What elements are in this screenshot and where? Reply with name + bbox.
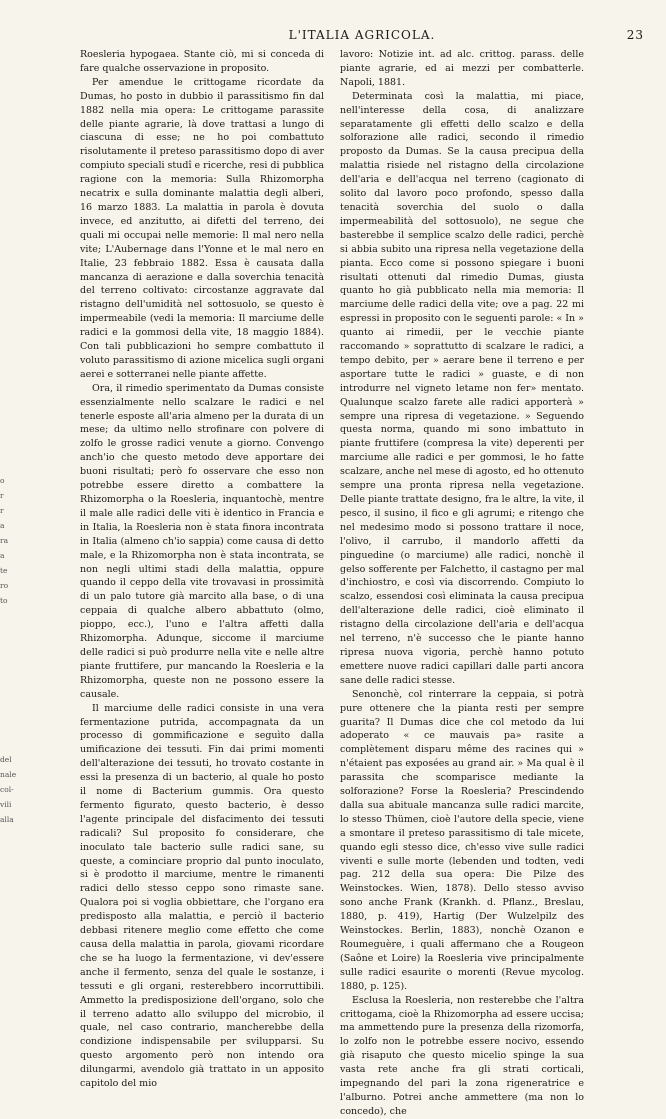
margin-fragment: vili <box>0 800 12 809</box>
margin-fragment: te <box>0 566 8 575</box>
paragraph: Per amendue le crittogame ricordate da Dumas, ho posto in dubbio il parassitismo fin dal 1882 nella mia opera: Le crittogame parassite delle piante agrarie, là dove trattasi a lungo di ciascuna di esse; ne ho poi combattuto risolutamente il preteso parassitismo dopo di aver compiuto speciali studî e ricerche, resi di pubblica ragione con la memoria: Sulla Rhizomorpha necatrix e sulla dominante malattia degli alberi, 16 marzo 1883. La malattia in parola è dovuta invece, ed anzitutto, ai difetti del terreno, dei quali mi occupai nelle memorie: Il mal nero nella vite; L'Aubernage dans l'Yonne et le mal nero en Italie, 23 febbraio 1882. Essa è causata dalla mancanza di aerazione e dalla soverchia tenacità del terreno coltivato: circostanze aggravate dal ristagno dell'umidità nel sottosuolo, se questo è impermeabile (vedi la memoria: Il marciume delle radici e la gommosi della vite, 18 maggio 1884). Con tali pubblicazioni ho sempre combattuto il voluto parassitismo di azione micelica sugli organi aerei e sotterranei nelle piante affette. <box>80 76 324 380</box>
margin-fragment: a <box>0 521 5 530</box>
paragraph: Ora, il rimedio sperimentato da Dumas consiste essenzialmente nello scalzare le radici e nel tenerle esposte all'aria almeno per la durata di un mese; da ultimo nello strofinare con polvere di zolfo le grosse radici venute a giorno. Convengo anch'io che questo metodo deve apportare dei buoni risultati; però fo osservare che esso non potrebbe essere diretto a combattere la Rhizomorpha o la Roesleria, inquantochè, mentre il male alle radici delle viti è identico in Francia e in Italia, la Roesleria non è stata finora incontrata in Italia (almeno ch'io sappia) come causa di detto male, e la Rhizomorpha non è stata incontrata, se non negli ultimi stadi della malattia, oppure quando il ceppo della vite trovavasi in prossimità di un palo tutore già marcito alla base, o di una ceppaia di qualche albero abbattuto (olmo, pioppo, ecc.), l'uno e l'altra affetti dalla Rhizomorpha. Adunque, siccome il marciume delle radici si può produrre nella vite e nelle altre piante fruttifere, pur mancando la Roesleria e la Rhizomorpha, queste non ne possono essere la causale. <box>80 382 324 700</box>
page-number: 23 <box>626 28 644 42</box>
margin-fragment: ro <box>0 581 9 590</box>
margin-fragment: a <box>0 551 5 560</box>
paragraph: Roesleria hypogaea. Stante ciò, mi si conceda di fare qualche osservazione in proposito. <box>80 49 324 74</box>
right-column <box>340 48 584 1117</box>
adjacent-page-margin <box>0 470 17 900</box>
margin-fragment: r <box>0 506 4 515</box>
margin-fragment: to <box>0 596 8 605</box>
margin-fragment: alla <box>0 815 14 824</box>
margin-fragment: col- <box>0 785 14 794</box>
paragraph: Esclusa la Roesleria, non resterebbe che l'altra crittogama, cioè la Rhizomorpha ad essere uccisa; ma ammettendo pure la presenza della rizomorfa, lo zolfo non le potrebbe essere nocivo, essendo già risaputo che questo micelio spinge la sua vasta rete anche fra gli strati corticali, impegnando del pari la zona rigeneratrice e l'alburno. Potrei anche ammettere (ma non lo concedo), che <box>340 994 584 1117</box>
margin-fragment: r <box>0 491 4 500</box>
margin-fragment: del <box>0 755 12 764</box>
paragraph: lavoro: Notizie int. ad alc. crittog. parass. delle piante agrarie, ed ai mezzi per combatterle. Napoli, 1881. <box>340 49 584 88</box>
paragraph: Determinata così la malattia, mi piace, nell'interesse della cosa, di analizzare separatamente gli effetti dello scalzo e della solforazione alle radici, secondo il rimedio proposto da Dumas. Se la causa precipua della malattia risiede nel ristagno della circolazione dell'aria e dell'acqua nel terreno (cagionato di solito dal lavoro poco profondo, spesso dalla tenacità soverchia del suolo o dalla impermeabilità del sottosuolo), ne segue che basterebbe il semplice scalzo delle radici, perchè si abbia subito una ripresa nella vegetazione della pianta. Ecco come si possono spiegare i buoni risultati ottenuti dal rimedio Dumas, giusta quanto ho già pubblicato nella mia memoria: Il marciume delle radici della vite; ove a pag. 22 mi espressi in proposito con le seguenti parole: « In » quanto ai rimedii, per le vecchie piante raccomando » soprattutto di scalzare le radici, a tempo debito, per » aerare bene il terreno e per asportare tutte le radici » guaste, e di non introdurre nel vigneto letame non fer» mentato. Qualunque scalzo farete alle radici apporterà » sempre una ripresa di vegetazione. » Seguendo questa norma, quando mi sono imbattuto in piante fruttifere (compresa la vite) deperenti per marciume alle radici e per gommosi, le ho fatte scalzare, anche nel mese di agosto, ed ho ottenuto sempre una pronta ripresa nella vegetazione. Delle piante trattate designo, fra le altre, la vite, il pesco, il susino, il fico e gli agrumi; e ritengo che nel medesimo modo si possono trattare il noce, l'olivo, il carrubo, il mandorlo affetti da pinguedine (o marciume) alle radici, nonchè il gelso sofferente per Falchetto, il castagno per mal d'inchiostro, e così via discorrendo. Compiuto lo scalzo, essendosi così eliminata la causa precipua dell'alterazione delle radici, cioè eliminato il ristagno della circolazione dell'aria e dell'acqua nel terreno, n'è successo che le piante hanno ripresa nuova vigoria, perchè hanno potuto emettere nuove radici capillari dalle parti ancora sane delle radici stesse. <box>340 90 584 686</box>
journal-title: L'ITALIA AGRICOLA. <box>288 28 436 42</box>
margin-fragment: ra <box>0 536 9 545</box>
paragraph: Senonchè, col rinterrare la ceppaia, si potrà pure ottenere che la pianta resti per sempre guarita? Il Dumas dice che col metodo da lui adoperato « ce mauvais pa» rasite a complètement disparu même des racines qui » n'étaient pas exposées au grand air. » Ma qual è il parassita che scomparisce mediante la solforazione? Forse la Roesleria? Prescindendo dalla sua abituale mancanza sulle radici marcite, lo stesso Thümen, cioè l'autore della specie, viene a smontare il preteso parassitismo di tale micete, quando egli stesso dice, ch'esso vive sulle radici viventi e sulle morte (lebenden und todten, vedi pag. 212 della sua opera: Die Pilze des Weinstockes. Wien, 1878). Dello stesso avviso sono anche Frank (Krankh. d. Pflanz., Breslau, 1880, p. 419), Hartig (Der Wulzelpilz des Weinstockes. Berlin, 1883), nonchè Ozanon e Roumeguère, i quali affermano che a Rougeon (Saône et Loire) la Roesleria vive principalmente sulle radici esaurite o morenti (Revue mycolog. 1880, p. 125). <box>340 688 584 992</box>
left-column <box>80 48 324 1090</box>
running-header <box>80 28 644 44</box>
paragraph: Il marciume delle radici consiste in una vera fermentazione putrida, accompagnata da un processo di gommificazione e seguìto dalla umificazione dei tessuti. Fin dai primi momenti dell'alterazione dei tessuti, ho trovato costante in essi la presenza di un bacterio, al quale ho posto il nome di Bacterium gummis. Ora questo fermento figurato, questo bacterio, è desso l'agente principale del disfacimento dei tessuti radicali? Sul proposito fo considerare, che inoculato tale bacterio sulle radici sane, su queste, a cominciare proprio dal punto inoculato, si è prodotto il marciume, mentre le rimanenti radici dello stesso ceppo sono rimaste sane. Qualora poi si voglia obbiettare, che l'organo era predisposto alla malattia, e perciò il bacterio debbasi ritenere meglio come effetto che come causa della malattia in parola, giovami ricordare che se ha luogo la fermentazione, vi dev'essere anche il fermento, senza del quale le sostanze, i tessuti e gli organi, resterebbero incorruttibili. Ammetto la predisposizione dell'organo, solo che il terreno adatto allo sviluppo del microbio, il quale, nel caso contrario, mancherebbe della condizione indispensabile per svilupparsi. Su questo argomento però non intendo ora dilungarmi, avendolo già trattato in un apposito capitolo del mio <box>80 702 324 1090</box>
margin-fragment: o <box>0 476 5 485</box>
margin-fragment: nale <box>0 770 17 779</box>
